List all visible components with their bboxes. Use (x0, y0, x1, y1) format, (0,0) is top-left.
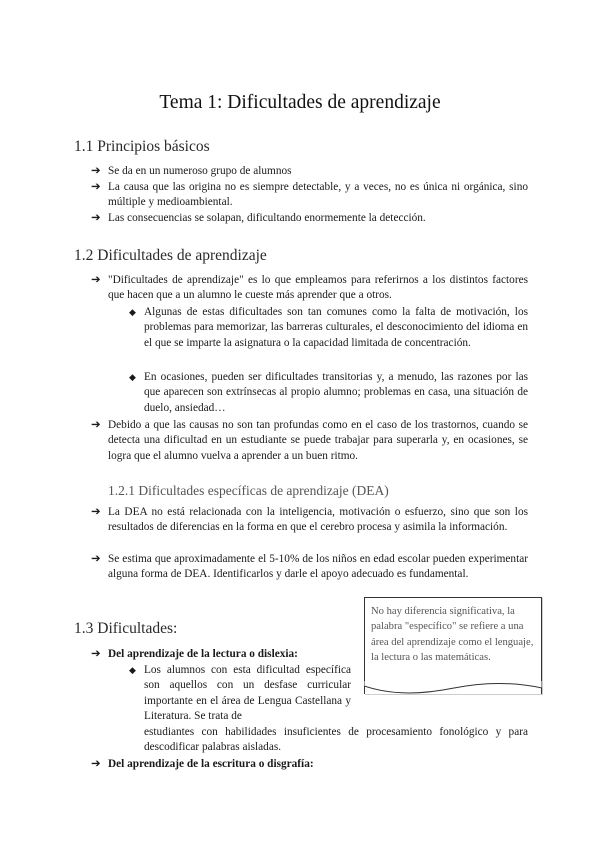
arrow-bullet-icon: ➔ (91, 648, 101, 660)
callout-note-text: No hay diferencia significativa, la palabra "específico" se refiere a una área del aprendizaje como el lenguaje, la lectura o las matemáticas. (371, 606, 534, 664)
diamond-bullet-icon: ◆ (129, 307, 136, 317)
list-item: Debido a que las causas no son tan profundas como en el caso de los trastornos, cuando se detecta una dificultad en un estudiante se puede trabajar para superarla y, en ocasiones, se logra que el alumno vuelva a aprender a un buen ritmo. (108, 419, 528, 462)
list-item: "Dificultades de aprendizaje" es lo que empleamos para referirnos a los distintos factores que hacen que a un alumno le cueste más aprender que a otros. (108, 274, 528, 302)
sub-list-item-continuation: estudiantes con habilidades insuficientes de procesamiento fonológico y para descodificar palabras aisladas. (144, 726, 528, 754)
arrow-bullet-icon: ➔ (91, 419, 101, 431)
sub-list-item: En ocasiones, pueden ser dificultades transitorias y, a menudo, las razones por las que aparecen son extrínsecas al propio alumno; problemas en casa, una situación de duelo, ansiedad… (144, 371, 528, 414)
arrow-bullet-icon: ➔ (91, 758, 101, 770)
subsection-heading-1-2-1: 1.2.1 Dificultades específicas de aprendizaje (DEA) (108, 483, 389, 498)
arrow-bullet-icon: ➔ (91, 506, 101, 518)
list-item: Se estima que aproximadamente el 5-10% de los niños en edad escolar pueden experimentar alguna forma de DEA. Identificarlos y darle el apoyo adecuado es fundamental. (108, 553, 528, 581)
list-item: La causa que las origina no es siempre detectable, y a veces, no es única ni orgánica, sino múltiple y medioambiental. (108, 181, 528, 209)
callout-note (364, 597, 542, 694)
arrow-bullet-icon: ➔ (91, 212, 101, 224)
page-title: Tema 1: Dificultades de aprendizaje (159, 92, 441, 113)
list-item: La DEA no está relacionada con la inteligencia, motivación o esfuerzo, sino que son los resultados de diferencias en la forma en que el cerebro procesa y asimila la información. (108, 506, 528, 534)
diamond-bullet-icon: ◆ (129, 372, 136, 382)
wavy-border-icon (364, 680, 542, 696)
section-heading-1-2: 1.2 Dificultades de aprendizaje (74, 247, 267, 264)
arrow-bullet-icon: ➔ (91, 274, 101, 286)
sub-list-item: Algunas de estas dificultades son tan comunes como la falta de motivación, los problemas para memorizar, las barreras culturales, el desconocimiento del idioma en el que se imparte la asignatura o la capacidad limitada de concentración. (144, 306, 528, 349)
arrow-bullet-icon: ➔ (91, 553, 101, 565)
list-item: Las consecuencias se solapan, dificultando enormemente la detección. (108, 212, 426, 224)
section-heading-1-3: 1.3 Dificultades: (74, 620, 178, 637)
diamond-bullet-icon: ◆ (129, 665, 136, 675)
arrow-bullet-icon: ➔ (91, 181, 101, 193)
sub-list-item: Los alumnos con esta dificultad específica son aquellos con un desfase curricular importante en el área de Lengua Castellana y Literatura. Se trata de (144, 664, 351, 723)
list-item-heading: Del aprendizaje de la lectura o dislexia: (108, 648, 298, 660)
list-item-heading: Del aprendizaje de la escritura o disgrafía: (108, 758, 314, 770)
section-heading-1-1: 1.1 Principios básicos (74, 138, 210, 155)
arrow-bullet-icon: ➔ (91, 165, 101, 177)
list-item: Se da en un numeroso grupo de alumnos (108, 165, 292, 177)
